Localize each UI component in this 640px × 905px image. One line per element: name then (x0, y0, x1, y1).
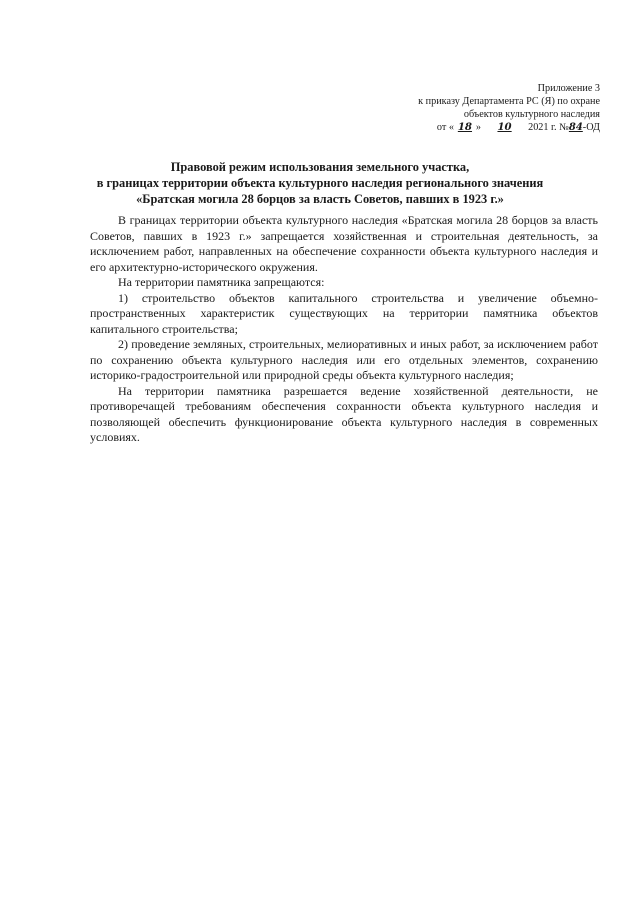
handwritten-month: 10 (497, 121, 512, 133)
paragraph-prohibited-heading: На территории памятника запрещаются: (118, 275, 325, 289)
title-line-3: «Братская могила 28 борцов за власть Советов, павших в 1923 г.» (136, 192, 504, 206)
order-date-line (418, 121, 600, 134)
document-body (90, 213, 598, 446)
handwritten-order-number: 84 (568, 122, 583, 133)
date-mid: » (475, 122, 482, 133)
department-name: объектов культурного наследия (463, 109, 600, 120)
paragraph-restrictions-intro: В границах территории объекта культурного наследия «Братская могила 28 борцов за власть Советов, павших в 1923 г.» запрещается хозяйственная и строительная деятельность, за исключением работ, направленных на обеспечение сохранности объекта культурного наследия и его архитектурно-исторического окружения. (90, 213, 598, 274)
document-title (80, 159, 560, 207)
date-year: 2021 г. № (528, 122, 569, 133)
paragraph-prohibited-item-1: 1) строительство объектов капитального строительства и увеличение объемно-пространственных характеристик существующих на территории памятника объектов капитального строительства; (90, 290, 598, 336)
appendix-header (418, 82, 600, 134)
handwritten-day: 18 (457, 121, 473, 133)
appendix-label: Приложение 3 (537, 83, 600, 94)
order-suffix: -ОД (582, 122, 600, 133)
date-prefix: от « (436, 122, 454, 133)
paragraph-prohibited-item-2: 2) проведение земляных, строительных, мелиоративных и иных работ, за исключением работ по сохранению объекта культурного наследия или его отдельных элементов, сохранению историко-градостроительной или природной среды объекта культурного наследия; (90, 337, 598, 382)
title-line-2: в границах территории объекта культурного наследия регионального значения (96, 176, 544, 190)
paragraph-permitted-activity: На территории памятника разрешается ведение хозяйственной деятельности, не противоречащей требованиям обеспечения сохранности объекта культурного наследия и позволяющей обеспечить функционирование объекта культурного наследия в современных условиях. (90, 383, 598, 444)
order-reference: к приказу Департамента РС (Я) по охране (418, 96, 600, 107)
title-line-1: Правовой режим использования земельного участка, (170, 160, 470, 174)
